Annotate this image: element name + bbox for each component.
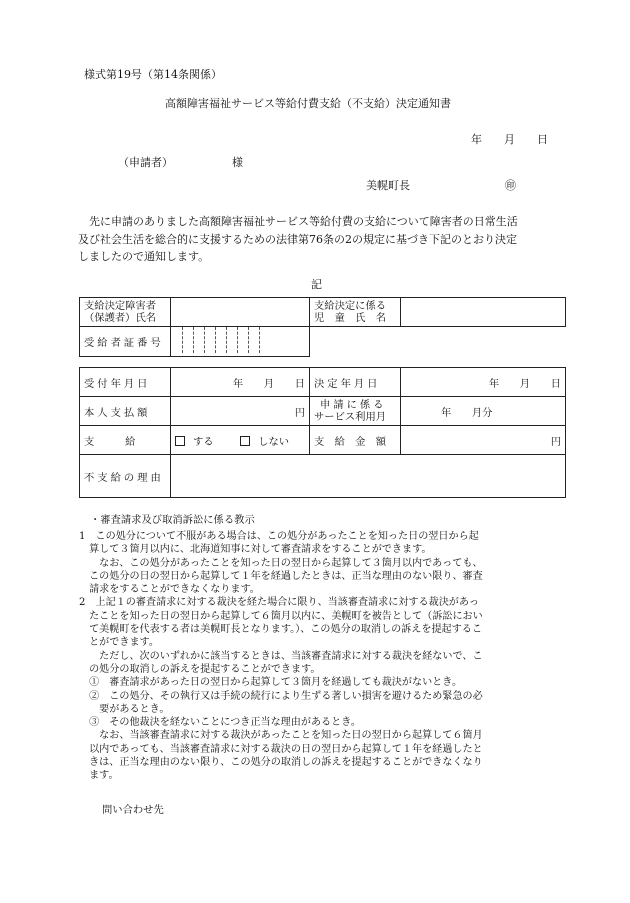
cert-number-field[interactable]: [171, 327, 310, 357]
notice-line: たことを知った日の翌日から起算して６箇月以内に、美幌町を被告として（訴訟におい: [79, 610, 483, 622]
notice-body: [79, 530, 483, 783]
notice-line: ② この処分、その執行又は手続の続行により生ずる著しい損害を避けるため緊急の必: [79, 690, 483, 702]
cert-label: 受給者証番号: [80, 327, 171, 357]
notice-line: とができます。: [79, 637, 159, 649]
notice-line: ます。: [79, 770, 119, 782]
service-month-field[interactable]: 年 月分: [401, 397, 566, 426]
form-number: 様式第19号（第14条関係）: [84, 68, 222, 81]
amount-label: 支 給 金 額: [310, 426, 401, 455]
notice-line: ① 審査請求があった日の翌日から起算して３箇月を経過しても裁決がないとき。: [79, 677, 463, 689]
notice-line: ③ その他裁決を経ないことにつき正当な理由があるとき。: [79, 717, 362, 729]
notice-line: なお、この処分があったことを知った日の翌日から起算して３箇月以内であっても、: [79, 557, 483, 569]
decision-table: [79, 367, 566, 498]
issuer-seal: ㊞: [505, 179, 516, 192]
notice-line: 要があるとき。: [79, 703, 170, 715]
pay-label: 支 給: [80, 426, 171, 455]
notice-line: ただし、次のいずれかに該当するときは、当該審査請求に対する裁決を経ないで、こ: [79, 650, 483, 662]
applicant-suffix: 様: [232, 156, 243, 169]
notice-line: きは、正当な理由のない限り、この処分の取消しの訴えを提起することができなくなり: [79, 757, 483, 769]
notice-line: なお、当該審査請求に対する裁決があったことを知った日の翌日から起算して６箇月: [79, 730, 483, 742]
date-line: 年 月 日: [471, 133, 548, 146]
notice-line: 2 上記１の審査請求に対する裁決を経た場合に限り、当該審査請求に対する裁決があっ: [79, 597, 479, 609]
pay-choice: する しない: [171, 426, 310, 455]
applicant-label: （申請者）: [118, 156, 173, 169]
document-title: 高額障害福祉サービス等給付費支給（不支給）決定通知書: [165, 97, 451, 110]
contact-label: 問い合わせ先: [102, 804, 164, 816]
notice-line: て美幌町を代表する者は美幌町長となります。）、この処分の取消しの訴えを提起するこ: [79, 624, 482, 636]
received-date-field[interactable]: 年 月 日: [171, 368, 310, 397]
payment-field[interactable]: 円: [171, 397, 310, 426]
notice-line: この処分の日の翌日から起算して１年を経過したときは、正当な理由のない限り、審査: [79, 570, 483, 582]
decision-label: 決定年月日: [310, 368, 401, 397]
amount-field[interactable]: 円: [401, 426, 566, 455]
received-label: 受付年月日: [80, 368, 171, 397]
child-label: 支給決定に係る 児 童 氏 名: [310, 298, 401, 327]
body-text: 先に申請のありました高額障害福祉サービス等給付費の支給について障害者の日常生活 及び社会生活を総合的に支援するための法律第76条の2の規定に基づき下記のとおり決定 しましたので通知します。: [78, 215, 518, 263]
notice-line: の処分の取消しの訴えを提起することができます。: [79, 663, 321, 675]
notice-line: 請求をすることができなくなります。: [79, 584, 260, 596]
pay-no-checkbox[interactable]: [240, 436, 250, 446]
pay-yes-checkbox[interactable]: [175, 436, 185, 446]
service-month-label: 申請に係る サービス利用月: [310, 397, 401, 426]
payment-label: 本人支払額: [80, 397, 171, 426]
issuer-name: 美幌町長: [366, 179, 410, 192]
notice-line: 1 この処分について不服がある場合は、この処分があったことを知った日の翌日から起: [79, 531, 479, 542]
notice-heading: ・審査請求及び取消訴訟に係る教示: [90, 514, 255, 526]
decision-date-field[interactable]: 年 月 日: [401, 368, 566, 397]
recipient-table: [79, 297, 566, 357]
child-name-field[interactable]: [401, 298, 566, 327]
reason-label: 不支給の理由: [80, 455, 171, 498]
recipient-name-field[interactable]: [171, 298, 310, 327]
recipient-label: 支給決定障害者 （保護者）氏名: [80, 298, 171, 327]
notice-line: 算して３箇月以内に、北海道知事に対して審査請求をすることができます。: [79, 544, 432, 556]
ki-heading: 記: [311, 278, 322, 291]
notice-line: 以内であっても、当該審査請求に対する裁決の日の翌日から起算して１年を経過したと: [79, 743, 483, 755]
reason-field[interactable]: [171, 455, 566, 498]
